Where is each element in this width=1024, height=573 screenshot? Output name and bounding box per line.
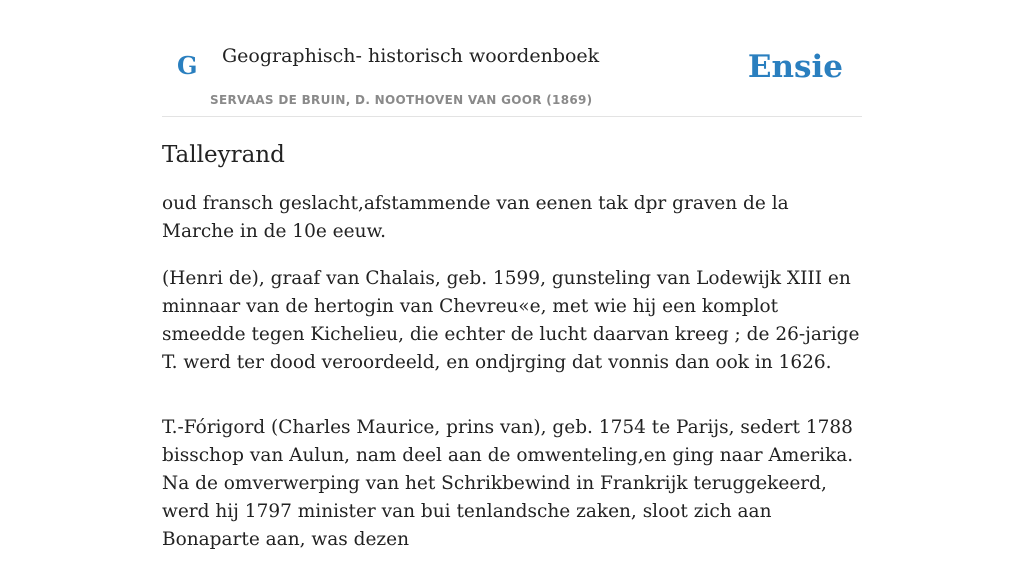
entry-paragraph: oud fransch geslacht,afstammende van eenen tak dpr graven de la Marche in de 10e eeuw. — [162, 193, 789, 242]
book-letter-link[interactable]: G — [177, 51, 198, 80]
book-title[interactable]: Geographisch- historisch woordenboek — [222, 45, 600, 67]
ensie-logo-link[interactable]: Ensie — [747, 49, 843, 85]
book-author-year: SERVAAS DE BRUIN, D. NOOTHOVEN VAN GOOR (1869) — [210, 93, 593, 107]
entry-paragraph: (Henri de), graaf van Chalais, geb. 1599, gunsteling van Lodewijk XIII en minnaar van de hertogin van Chevreu«e, met wie hij een komplot smeedde tegen Kichelieu, die echter de lucht daarvan kreeg ; de 26-jarige T. werd ter dood veroordeeld, en ondjrging dat vonnis dan ook in 1626. — [162, 268, 860, 373]
paragraph-gap — [162, 396, 862, 414]
book-header — [162, 0, 862, 117]
entry-title: Talleyrand — [162, 142, 285, 168]
entry-content — [162, 138, 862, 573]
entry-paragraph: T.-Fórigord (Charles Maurice, prins van), geb. 1754 te Parijs, sedert 1788 bisschop van Aulun, nam deel aan de omwenteling,en ging naar Amerika. Na de omverwerping van het Schrikbewind in Frankrijk teruggekeerd, werd hij 1797 minister van bui tenlandsche zaken, sloot zich aan Bonaparte aan, was dezen — [162, 417, 854, 550]
